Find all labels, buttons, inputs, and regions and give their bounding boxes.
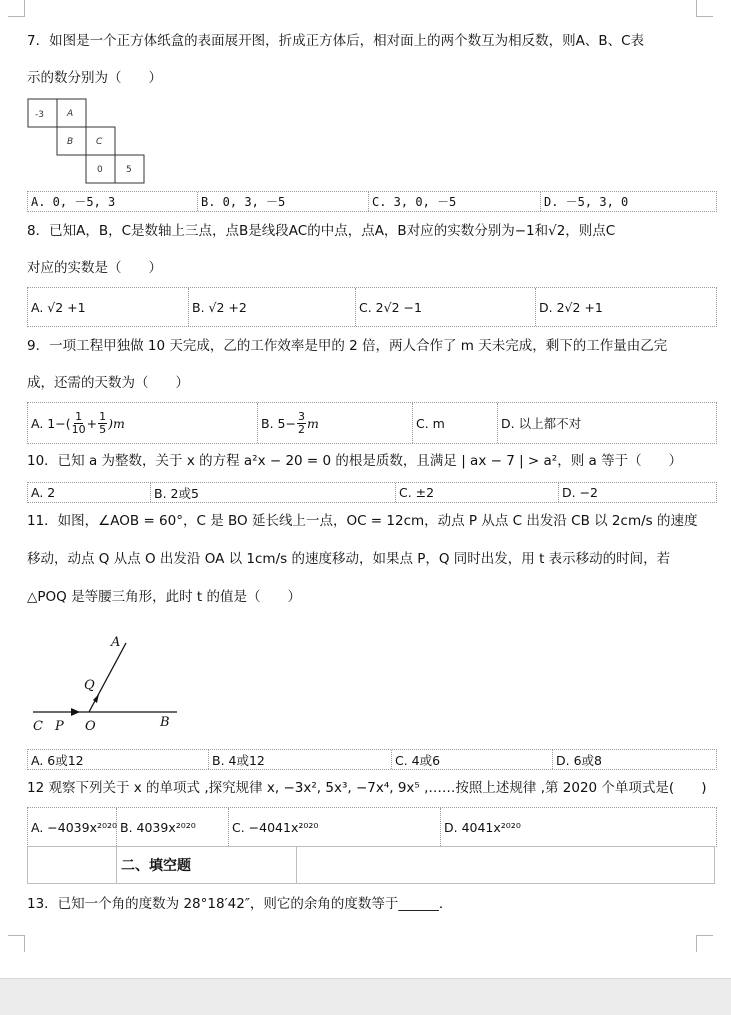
page-corner-mark (8, 935, 25, 952)
q12-option-c: C. −4041x²⁰²⁰ (229, 808, 441, 846)
q7-option-a: A. 0, －5, 3 (28, 192, 198, 211)
fraction: $\frac{3}{2}$ (297, 409, 305, 436)
q8-option-b: B. √2 +2 (189, 288, 356, 326)
q12-option-a: A. −4039x²⁰²⁰ (28, 808, 117, 846)
q8-text-line1: 8．已知A，B，C是数轴上三点，点B是线段AC的中点，点A，B对应的实数分别为−1和√2，则点C (27, 223, 616, 239)
q10-option-c: C. ±2 (396, 483, 559, 502)
fraction: $\frac{1}{5}$ (99, 409, 107, 436)
q11-option-a: A. 6或12 (28, 750, 209, 769)
q9-option-b: B. 5− $\frac{3}{2}$ m (258, 403, 413, 443)
q10-options-row (27, 482, 717, 503)
q11-option-b: B. 4或12 (209, 750, 392, 769)
section-header-table (27, 846, 715, 884)
point-label: P (55, 719, 64, 732)
q10-option-d: D. −2 (562, 485, 598, 500)
q9-text-line2: 成，还需的天数为（ ） (27, 375, 189, 391)
q11-text-line3: △POQ 是等腰三角形，此时 t 的值是（ ） (27, 589, 301, 605)
q12-text-line1: 12 观察下列关于 x 的单项式 ,探究规律 x, −3x², 5x³, −7x⁴, 9x⁵ ,……按照上述规律 ,第 2020 个单项式是( ) (27, 780, 707, 796)
q10-option-b: B. 2或5 (151, 483, 396, 502)
net-cell-label: A (67, 109, 74, 119)
q11-options-row (27, 749, 717, 770)
page-corner-mark (696, 935, 713, 952)
q7-option-b: B. 0, 3, －5 (198, 192, 369, 211)
cube-net-figure (27, 98, 147, 186)
q9-option-c: C. m (413, 403, 498, 443)
net-cell-label: 0 (97, 165, 103, 175)
q12-option-d: D. 4041x²⁰²⁰ (444, 819, 521, 835)
q7-option-d: D. －5, 3, 0 (544, 195, 629, 209)
q11-option-c: C. 4或6 (392, 750, 553, 769)
viewer-footer-bar (0, 978, 731, 1015)
q9-options-row (27, 402, 717, 444)
net-cell-label: C (96, 137, 103, 147)
point-label: C (33, 719, 43, 732)
q8-text-line2: 对应的实数是（ ） (27, 260, 162, 276)
q9-option-a: A. 1−( $\frac{1}{10}$ + $\frac{1}{5}$ )m (28, 403, 258, 443)
section-title: 二、填空题 (116, 847, 297, 883)
point-label: Q (84, 678, 95, 693)
q11-text-line2: 移动，动点 Q 从点 O 出发沿 OA 以 1cm/s 的速度移动，如果点 P，Q 同时出发，用 t 表示移动的时间，若 (27, 551, 671, 567)
q7-text-line2: 示的数分别为（ ） (27, 70, 162, 86)
q8-option-d: D. 2√2 +1 (539, 299, 603, 315)
q8-option-a: A. √2 +1 (28, 288, 189, 326)
q9-option-d: D. 以上都不对 (501, 416, 582, 431)
q9-text-line1: 9．一项工程甲独做 10 天完成，乙的工作效率是甲的 2 倍，两人合作了 m 天未完成，剩下的工作量由乙完 (27, 338, 668, 354)
q10-text-line1: 10．已知 a 为整数，关于 x 的方程 a²x − 20 = 0 的根是质数，且满足 | ax − 7 | > a²，则 a 等于（ ） (27, 453, 683, 469)
q8-option-c: C. 2√2 −1 (356, 288, 536, 326)
q12-option-b: B. 4039x²⁰²⁰ (117, 808, 229, 846)
point-label: B (160, 715, 170, 730)
q8-options-row (27, 287, 717, 327)
page-corner-mark (696, 0, 713, 17)
angle-aob-figure (27, 632, 187, 732)
fraction: $\frac{1}{10}$ (71, 409, 86, 436)
q7-text-line1: 7．如图是一个正方体纸盒的表面展开图，折成正方体后，相对面上的两个数互为相反数，则A、B、C表 (27, 33, 645, 49)
q7-option-c: C. 3, 0, －5 (369, 192, 541, 211)
q11-option-d: D. 6或8 (556, 752, 602, 768)
q11-text-line1: 11．如图，∠AOB = 60°，C 是 BO 延长线上一点，OC = 12cm，动点 P 从点 C 出发沿 CB 以 2cm/s 的速度 (27, 513, 698, 529)
net-cell-label: 5 (126, 165, 132, 175)
net-cell-label: -3 (35, 110, 44, 120)
net-cell-label: B (67, 137, 74, 147)
q7-options-row (27, 191, 717, 212)
q13-text-line1: 13．已知一个角的度数为 28°18′42″，则它的余角的度数等于______． (27, 896, 453, 912)
page-corner-mark (8, 0, 25, 17)
point-label: O (85, 719, 96, 732)
q10-option-a: A. 2 (28, 483, 151, 502)
q12-options-row (27, 807, 717, 847)
point-label: A (111, 635, 121, 650)
